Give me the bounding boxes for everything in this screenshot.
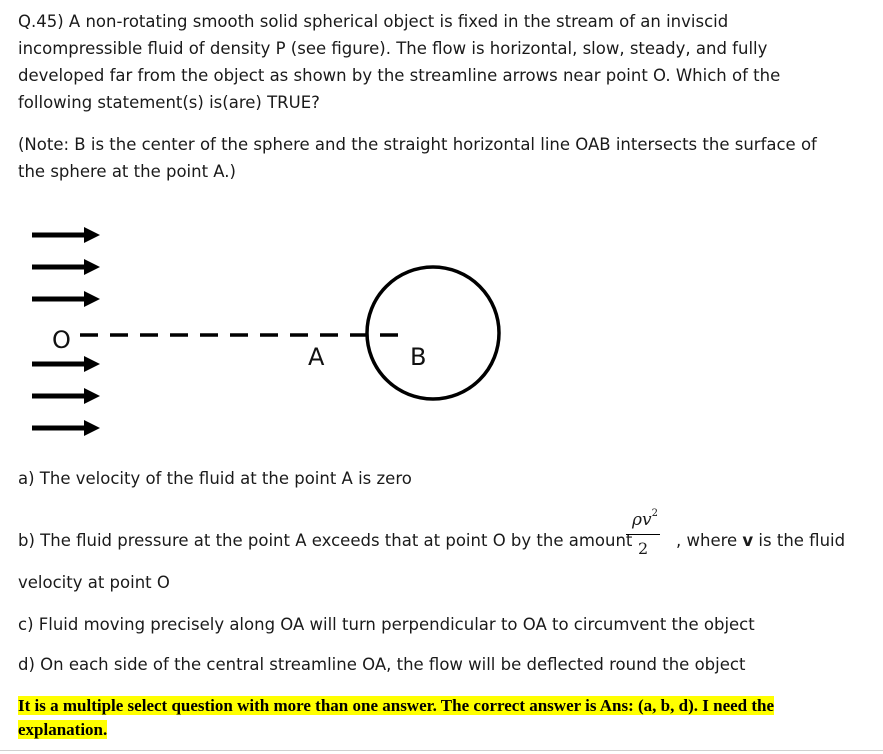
answer-note [18,694,864,742]
answer-highlight: It is a multiple select question with more than one answer. The correct answer is Ans: (a, b, d). I need the explanation. [18,696,775,739]
fraction-bar [626,534,660,535]
option-b-text: b) The fluid pressure at the point A exceeds that at point O by the amount [18,531,633,550]
question-text: Q.45) A non-rotating smooth solid spherical object is fixed in the stream of an inviscid incompressible fluid of density P (see figure). The flow is horizontal, slow, steady, and fully developed far from the object as shown by the streamline arrows near point O. Which of the following statement(s) is(are) TRUE? [18,12,781,112]
streamline-arrow [32,227,100,243]
option-a: a) The velocity of the fluid at the point A is zero [18,469,412,488]
option-d: d) On each side of the central streamline OA, the flow will be deflected round the object [18,655,746,674]
option-b-line1 [18,530,632,552]
streamline-arrow [32,291,100,307]
point-b-label: B [410,343,427,371]
option-b-tail: , where v is the fluid [676,531,846,550]
streamline-arrow [32,356,100,372]
flow-figure [0,205,883,445]
fraction-denominator: 2 [638,539,649,558]
streamline-arrow [32,420,100,436]
sphere-outline [367,267,499,399]
streamline-arrow [32,259,100,275]
point-o-label: O [52,326,71,354]
pressure-fraction [622,508,674,568]
note-text: (Note: B is the center of the sphere and the straight horizontal line OAB intersects the surface of the sphere at the point A.) [18,135,817,181]
fraction-numerator: $\rho v^2$ [632,508,658,530]
streamline-arrow [32,388,100,404]
point-a-label: A [308,343,325,371]
bottom-divider [0,750,883,751]
velocity-symbol: v [742,531,754,550]
option-b-line2: velocity at point O [18,573,170,592]
option-c: c) Fluid moving precisely along OA will turn perpendicular to OA to circumvent the object [18,615,755,634]
